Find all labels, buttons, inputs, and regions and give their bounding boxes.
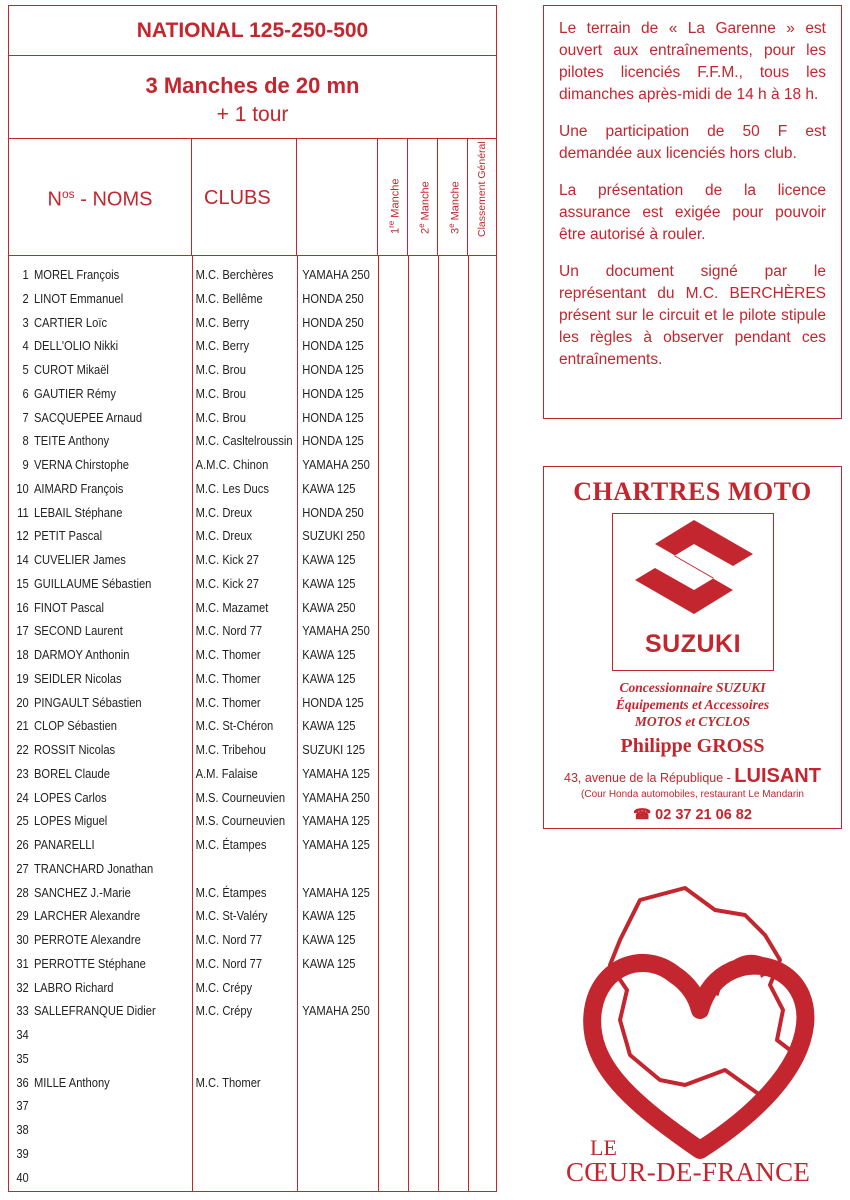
row-number: 36 [16, 1074, 29, 1090]
header-general-label: Classement Général [476, 141, 488, 237]
rider-name: FINOT Pascal [33, 599, 104, 615]
rider-name: PANARELLI [33, 837, 95, 852]
info-paragraph: Une participation de 50 F est demandée aux licenciés hors club. [559, 123, 826, 162]
row-number: 8 [22, 433, 29, 449]
header-clubs [192, 139, 297, 255]
header-m3-sup: e [446, 223, 456, 229]
header-m2-suffix: Manche [419, 181, 432, 224]
rider-name: PERROTTE Stéphane [33, 955, 146, 971]
row-number: 29 [16, 908, 29, 924]
header-m1-num: 1 [389, 228, 402, 235]
row-number: 33 [16, 1003, 29, 1019]
table-row [9, 523, 428, 547]
info-paragraph: Le terrain de « La Garenne » est ouvert aux entraînements, pour les pilotes licenciés F.F.M., tous les dimanches après-midi de 14 h à 18 h. [559, 20, 826, 103]
ad-motos-line: MOTOS et CYCLOS [634, 714, 751, 729]
header-names-suffix: - NOMS [74, 188, 153, 211]
rider-bike: HONDA 250 [302, 314, 364, 330]
ad-street: 43, avenue de la République - [564, 771, 735, 785]
row-number: 14 [16, 552, 29, 567]
table-row [9, 381, 428, 405]
phone-icon: ☎ [633, 807, 652, 823]
row-number: 26 [16, 837, 29, 852]
table-row [9, 357, 428, 381]
row-number: 3 [22, 314, 29, 330]
dealer-ad [543, 466, 842, 829]
row-number: 32 [16, 979, 29, 995]
row-number: 27 [16, 860, 29, 876]
table-row [9, 1046, 428, 1070]
rider-bike: YAMAHA 125 [302, 813, 370, 829]
rider-club: M.C. Nord 77 [195, 955, 263, 971]
rider-club: M.C. Crépy [195, 1003, 253, 1019]
rider-name: CARTIER Loïc [33, 314, 108, 330]
table-row [9, 405, 428, 429]
rider-club: M.C. Thomer [195, 670, 261, 686]
suzuki-logo-frame [612, 513, 774, 671]
table-subtitle: 3 Manches de 20 mn [145, 73, 360, 98]
header-manche-3 [438, 139, 468, 255]
table-row [9, 1117, 428, 1141]
header-m1-suffix: Manche [389, 178, 402, 222]
row-number: 21 [16, 718, 29, 734]
row-number: 10 [16, 480, 29, 496]
rider-club: M.C. Berry [195, 314, 250, 330]
rider-bike: YAMAHA 250 [302, 789, 370, 805]
table-row [9, 713, 428, 737]
ad-brand: SUZUKI [644, 630, 742, 658]
row-number: 20 [16, 694, 29, 710]
rider-club: M.C. Crépy [195, 979, 253, 995]
table-row [9, 690, 428, 714]
table-row [9, 262, 428, 286]
table-row [9, 808, 428, 832]
rider-club: M.C. Brou [195, 362, 246, 377]
row-number: 40 [16, 1169, 29, 1185]
rider-club: M.C. St-Chéron [195, 718, 274, 734]
table-row [9, 927, 428, 951]
header-names-prefix: N [47, 188, 62, 211]
rider-club: M.C. Dreux [195, 528, 253, 544]
rider-bike: KAWA 125 [302, 908, 356, 924]
rider-bike: YAMAHA 250 [302, 267, 370, 282]
rider-name: GAUTIER Rémy [33, 385, 116, 401]
rider-name: LABRO Richard [33, 979, 114, 995]
rider-bike: HONDA 125 [302, 409, 364, 425]
rider-bike: KAWA 250 [302, 599, 356, 615]
rider-bike: HONDA 125 [302, 362, 364, 377]
header-divider [9, 255, 496, 256]
rider-bike: YAMAHA 250 [302, 1003, 370, 1019]
rider-bike: SUZUKI 125 [302, 742, 366, 757]
row-number: 2 [22, 290, 29, 306]
rider-name: CLOP Sébastien [33, 718, 118, 734]
rider-club: M.C. Étampes [195, 837, 267, 852]
header-m3-suffix: Manche [449, 181, 462, 224]
rider-club: M.C. Thomer [195, 694, 261, 710]
table-subtitle-box [9, 56, 496, 139]
rider-name: PETIT Pascal [33, 528, 103, 544]
header-manche-2 [408, 139, 438, 255]
rider-name: ROSSIT Nicolas [33, 742, 116, 757]
table-row [9, 832, 428, 856]
rider-name: DARMOY Anthonin [33, 647, 130, 662]
rider-name: PERROTE Alexandre [33, 932, 141, 947]
rider-bike: HONDA 250 [302, 504, 364, 520]
rider-name: PINGAULT Sébastien [33, 694, 142, 710]
rider-bike: YAMAHA 125 [302, 765, 370, 781]
ad-dealer-line: Concessionnaire SUZUKI [619, 680, 766, 695]
rider-bike: HONDA 125 [302, 694, 364, 710]
rider-bike: YAMAHA 125 [302, 837, 370, 852]
row-number: 38 [16, 1122, 29, 1137]
table-row [9, 618, 428, 642]
rider-name: SALLEFRANQUE Didier [33, 1003, 156, 1019]
row-number: 31 [16, 955, 29, 971]
ad-address [544, 765, 841, 788]
rider-name: CUVELIER James [33, 552, 126, 567]
rider-club: M.C. Les Ducs [195, 480, 269, 496]
row-number: 35 [16, 1050, 29, 1066]
column-divider [438, 255, 439, 1191]
rider-name: LINOT Emmanuel [33, 290, 124, 306]
table-row [9, 1070, 428, 1094]
rider-club: M.C. Thomer [195, 1074, 261, 1090]
header-bike [297, 139, 378, 255]
header-names-sup: os [61, 187, 75, 201]
table-row [9, 310, 428, 334]
rider-bike: KAWA 125 [302, 552, 356, 567]
rider-bike: YAMAHA 250 [302, 457, 370, 472]
table-row [9, 547, 428, 571]
header-names [9, 139, 192, 255]
row-number: 23 [16, 765, 29, 781]
rider-name: SACQUEPEE Arnaud [33, 409, 143, 425]
header-m2-num: 2 [419, 228, 432, 235]
rider-club: M.C. Brou [195, 409, 246, 425]
row-number: 25 [16, 813, 29, 829]
row-number: 11 [17, 504, 29, 520]
header-manche-1 [378, 139, 408, 255]
ad-owner: Philippe GROSS [620, 735, 765, 757]
table-row [9, 761, 428, 785]
table-row [9, 785, 428, 809]
row-number: 4 [22, 338, 29, 354]
rider-club: M.C. Nord 77 [195, 932, 263, 947]
table-row [9, 333, 428, 357]
rider-name: SANCHEZ J.-Marie [33, 884, 131, 900]
rider-name: CUROT Mikaël [33, 362, 109, 377]
row-number: 15 [16, 575, 29, 591]
row-number: 22 [16, 742, 29, 757]
ad-phone-number: 02 37 21 06 82 [655, 807, 752, 823]
row-number: 12 [16, 528, 29, 544]
table-row [9, 998, 428, 1022]
rider-name: TRANCHARD Jonathan [33, 860, 154, 876]
table-row [9, 428, 428, 452]
logo-name: CŒUR-DE-FRANCE [566, 1157, 811, 1187]
table-row [9, 452, 428, 476]
table-row [9, 286, 428, 310]
ad-phone [544, 807, 841, 823]
table-row [9, 880, 428, 904]
rider-name: LOPES Miguel [33, 813, 108, 829]
rider-name: MOREL François [33, 267, 120, 282]
rider-club: M.C. Dreux [195, 504, 253, 520]
rider-club: M.C. St-Valéry [195, 908, 268, 924]
row-number: 19 [16, 670, 29, 686]
header-clubs-label: CLUBS [204, 187, 271, 209]
rider-name: MILLE Anthony [33, 1074, 110, 1090]
rider-club: M.C. Nord 77 [195, 623, 263, 639]
table-row [9, 975, 428, 999]
ad-location-note: (Cour Honda automobiles, restaurant Le Mandarin [581, 789, 804, 800]
rider-name: LARCHER Alexandre [33, 908, 141, 924]
rider-club: M.C. Casltelroussin [195, 433, 293, 449]
row-number: 5 [22, 362, 29, 377]
header-general [468, 139, 496, 255]
row-number: 9 [22, 457, 29, 472]
rider-club: M.C. Thomer [195, 647, 261, 662]
rider-bike: SUZUKI 250 [302, 528, 366, 544]
ad-title: CHARTRES MOTO [573, 477, 812, 506]
rider-bike: KAWA 125 [302, 670, 356, 686]
table-row [9, 500, 428, 524]
rider-club: M.C. Berchères [195, 267, 274, 282]
rider-club: M.C. Tribehou [195, 742, 266, 757]
rider-name: SECOND Laurent [33, 623, 123, 639]
rider-club: M.C. Brou [195, 385, 246, 401]
entry-table [8, 5, 497, 1192]
rider-bike: HONDA 250 [302, 290, 364, 306]
table-subtitle-extra: + 1 tour [216, 103, 289, 126]
rider-bike: KAWA 125 [302, 647, 356, 662]
rider-bike: YAMAHA 125 [302, 884, 370, 900]
rider-bike: HONDA 125 [302, 385, 364, 401]
rider-name: DELL'OLIO Nikki [33, 338, 119, 354]
header-m1-sup: re [386, 221, 396, 229]
rider-club: M.C. Étampes [195, 884, 267, 900]
row-number: 7 [22, 409, 29, 425]
table-row [9, 737, 428, 761]
header-m3-num: 3 [449, 228, 462, 235]
info-paragraph: Un document signé par le représentant du M.C. BERCHÈRES présent sur le circuit et le pilote stipule les règles à observer pendant ces entraînements. [559, 263, 826, 368]
rider-bike: YAMAHA 250 [302, 623, 370, 639]
row-number: 30 [16, 932, 29, 947]
suzuki-s-icon [635, 520, 753, 628]
training-info-box [543, 5, 842, 419]
table-row [9, 951, 428, 975]
rider-name: LEBAIL Stéphane [33, 504, 123, 520]
rider-name: BOREL Claude [33, 765, 110, 781]
rider-name: GUILLAUME Sébastien [33, 575, 152, 591]
table-row [9, 856, 428, 880]
row-number: 6 [22, 385, 29, 401]
table-row [9, 903, 428, 927]
row-number: 24 [16, 789, 29, 805]
rider-club: M.S. Courneuvien [195, 813, 286, 829]
row-number: 18 [16, 647, 29, 662]
table-row [9, 571, 428, 595]
ad-equipment-line: Équipements et Accessoires [615, 697, 770, 712]
rider-bike: KAWA 125 [302, 480, 356, 496]
table-row [9, 1141, 428, 1165]
header-m2-sup: e [416, 223, 426, 229]
logo-le: LE [590, 1135, 617, 1160]
table-row [9, 1022, 428, 1046]
rider-name: TEITE Anthony [33, 433, 110, 449]
rider-club: A.M. Falaise [195, 765, 258, 781]
rider-name: AIMARD François [33, 480, 124, 496]
table-row [9, 666, 428, 690]
table-row [9, 476, 428, 500]
row-number: 1 [22, 267, 29, 282]
rider-name: VERNA Chirstophe [33, 457, 130, 472]
table-title: NATIONAL 125-250-500 [9, 6, 496, 56]
column-divider [468, 255, 469, 1191]
rider-bike: KAWA 125 [302, 955, 356, 971]
rider-name: SEIDLER Nicolas [33, 670, 122, 686]
table-row [9, 642, 428, 666]
rider-name: LOPES Carlos [33, 789, 107, 805]
row-number: 39 [16, 1145, 29, 1161]
row-number: 34 [16, 1027, 29, 1042]
info-paragraph: La présentation de la licence assurance est exigée pour pouvoir être autorisé à rouler. [559, 182, 826, 243]
rider-club: M.S. Courneuvien [195, 789, 286, 805]
rider-bike: KAWA 125 [302, 575, 356, 591]
table-row [9, 1165, 428, 1189]
row-number: 28 [16, 884, 29, 900]
rider-bike: HONDA 125 [302, 338, 364, 354]
rider-bike: KAWA 125 [302, 718, 356, 734]
rider-club: M.C. Berry [195, 338, 250, 354]
rider-club: M.C. Kick 27 [195, 552, 259, 567]
rider-club: M.C. Bellême [195, 290, 263, 306]
rider-club: M.C. Kick 27 [195, 575, 259, 591]
ad-city: LUISANT [734, 765, 821, 787]
rider-club: A.M.C. Chinon [195, 457, 269, 472]
table-row [9, 595, 428, 619]
row-number: 37 [16, 1098, 29, 1114]
rider-bike: KAWA 125 [302, 932, 356, 947]
row-number: 17 [16, 623, 29, 639]
rider-club: M.C. Mazamet [195, 599, 269, 615]
rider-bike: HONDA 125 [302, 433, 364, 449]
table-row [9, 1093, 428, 1117]
row-number: 16 [16, 599, 29, 615]
entry-rows [9, 262, 428, 1188]
